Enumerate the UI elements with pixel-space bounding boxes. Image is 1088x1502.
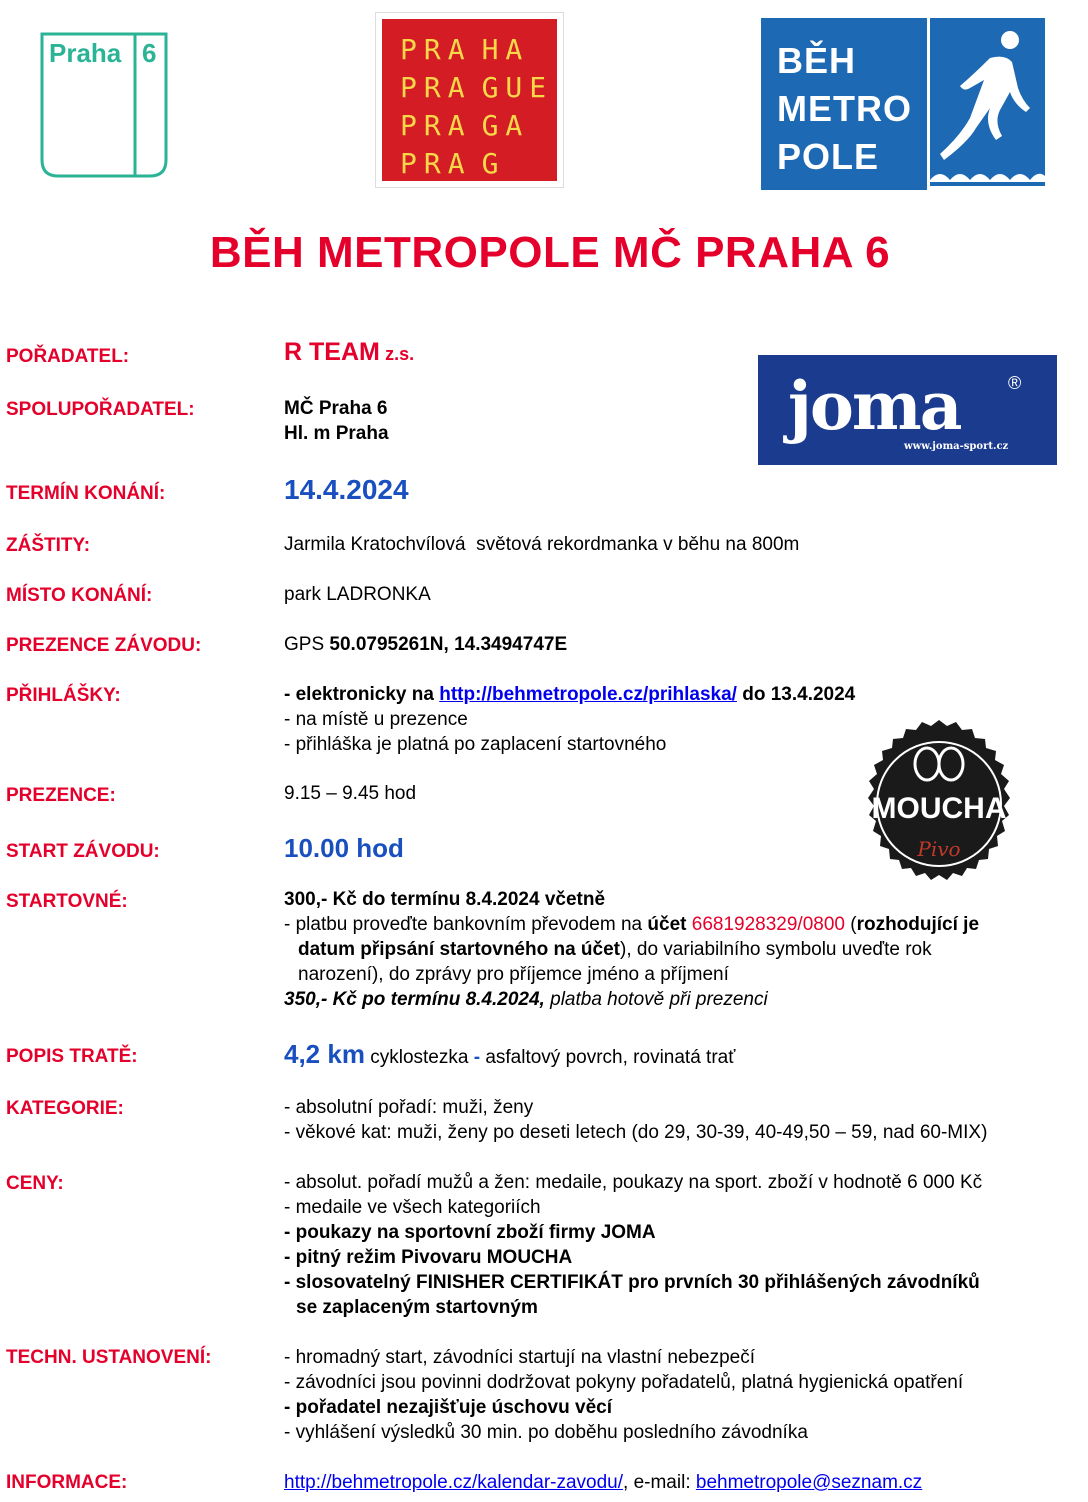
poradatel-suffix: z.s. [385,344,415,364]
email-link[interactable]: behmetropole@seznam.cz [695,1472,923,1493]
startovne-bold-2: datum připsání startovného na účet [298,939,620,960]
moucha-logo [853,718,1025,890]
value-startovne-4: narození), do zprávy pro příjemce jméno a příjmení [298,964,729,985]
prague-row-left: PRA [400,109,472,142]
beh-logo-line: POLE [777,136,880,177]
value-spoluporadatel-2: Hl. m Praha [284,423,389,444]
joma-url: www.joma-sport.cz [904,441,1009,452]
value-techn-1: - hromadný start, závodníci startují na vlastní nebezpečí [284,1347,756,1368]
beh-metropole-logo [761,18,1045,190]
track-surface: asfaltový povrch, rovinatá trať [480,1047,736,1068]
beh-logo-line: METRO [777,88,912,129]
label-informace: INFORMACE: [6,1472,128,1493]
startovne-late-price: 350,- Kč po termínu 8.4.2024, [284,989,545,1010]
page-title: BĚH METROPOLE MČ PRAHA 6 [209,228,891,277]
startovne-bold: rozhodující je [856,914,980,935]
label-spoluporadatel: SPOLUPOŘADATEL: [6,399,195,420]
startovne-late-text: platba hotově při prezenci [544,989,768,1010]
prague-row-right: HA [481,33,530,66]
value-startovne-2 [284,912,979,937]
prihlasky-suffix: do 13.4.2024 [736,684,856,705]
praha6-number: 6 [142,38,157,68]
value-popis [284,1038,735,1074]
startovne-ucet: účet [647,914,692,935]
gps-prefix: GPS [284,634,330,655]
prague-logo [375,12,564,188]
label-prezence-zavodu: PREZENCE ZÁVODU: [6,635,202,656]
value-ceny-1: - absolut. pořadí mužů a žen: medaile, poukazy na sport. zboží v hodnotě 6 000 Kč [284,1172,983,1193]
value-ceny-6: se zaplaceným startovným [296,1297,538,1318]
value-zastity: Jarmila Kratochvílová světová rekordmanka v běhu na 800m [284,534,800,555]
label-poradatel: POŘADATEL: [6,346,130,367]
value-startovne-5 [284,987,768,1012]
label-prihlasky: PŘIHLÁŠKY: [6,685,121,706]
prihlasky-prefix: - elektronicky na [284,684,440,705]
prague-row-right: GA [481,109,530,142]
value-start: 10.00 hod [284,833,404,863]
value-techn-2: - závodníci jsou povinni dodržovat pokyny pořadatelů, platná hygienická opatření [284,1372,964,1393]
value-ceny-2: - medaile ve všech kategoriích [284,1197,541,1218]
bank-account: 6681928329/0800 [691,914,845,935]
joma-logo [758,355,1057,465]
prague-row-left: PRA [400,33,472,66]
joma-word: joma [788,367,961,445]
label-ceny: CENY: [6,1173,64,1194]
value-prezence-zavodu [284,632,567,657]
track-dash: - [473,1047,481,1068]
moucha-word: MOUCHA [871,792,1007,825]
registration-link[interactable]: http://behmetropole.cz/prihlaska/ [439,684,737,705]
startovne-text-2: ), do variabilního symbolu uveďte rok [620,939,932,960]
label-kategorie: KATEGORIE: [6,1098,124,1119]
prague-row-left: PRA [400,71,472,104]
value-ceny-4: - pitný režim Pivovaru MOUCHA [284,1247,573,1268]
value-prihlasky-3: - přihláška je platná po zaplacení startovného [284,734,667,755]
label-prezence: PREZENCE: [6,785,116,806]
value-termin: 14.4.2024 [284,474,409,505]
calendar-link[interactable]: http://behmetropole.cz/kalendar-zavodu/ [284,1472,624,1493]
value-kategorie-1: - absolutní pořadí: muži, ženy [284,1097,534,1118]
value-techn-4: - vyhlášení výsledků 30 min. po doběhu posledního závodníka [284,1422,808,1443]
value-startovne-1: 300,- Kč do termínu 8.4.2024 včetně [284,889,606,910]
prague-row-left: PRA [400,147,472,180]
label-zastity: ZÁŠTITY: [6,535,91,556]
moucha-sub: Pivo [917,837,961,861]
label-techn: TECHN. USTANOVENÍ: [6,1347,212,1368]
praha6-word: Praha [49,38,122,68]
value-techn-3: - pořadatel nezajišťuje úschovu věcí [284,1397,612,1418]
value-spoluporadatel-1: MČ Praha 6 [284,398,388,419]
value-prihlasky-1 [284,682,855,707]
value-prihlasky-2: - na místě u prezence [284,709,468,730]
value-ceny-5: - slosovatelný FINISHER CERTIFIKÁT pro prvních 30 přihlášených závodníků [284,1272,980,1293]
startovne-text: - platbu proveďte bankovním převodem na [284,914,648,935]
value-poradatel [284,340,414,367]
gps-coords: 50.0795261N, 14.3494747E [329,634,568,655]
startovne-paren: ( [844,914,857,935]
value-misto: park LADRONKA [284,584,431,605]
track-length: 4,2 km [284,1039,365,1069]
beh-logo-line: BĚH [777,40,857,81]
value-informace [284,1470,922,1495]
label-startovne: STARTOVNÉ: [6,891,128,912]
value-prezence: 9.15 – 9.45 hod [284,783,417,804]
label-termin: TERMÍN KONÁNÍ: [6,483,166,504]
praha6-logo [40,32,168,178]
prague-row-right: GUE [481,71,554,104]
track-type: cyklostezka [364,1047,474,1068]
value-kategorie-2: - věkové kat: muži, ženy po deseti letech (do 29, 30-39, 40-49,50 – 59, nad 60-MIX) [284,1122,988,1143]
label-popis: POPIS TRATĚ: [6,1046,138,1067]
label-misto: MÍSTO KONÁNÍ: [6,585,153,606]
value-startovne-3 [298,937,932,962]
runner-icon [930,18,1045,190]
poradatel-name: R TEAM [284,338,380,366]
prague-row-right: G [481,147,506,180]
joma-reg: ® [1008,373,1022,393]
label-start: START ZÁVODU: [6,841,160,862]
value-ceny-3: - poukazy na sportovní zboží firmy JOMA [284,1222,656,1243]
informace-mid: , e-mail: [623,1472,696,1493]
